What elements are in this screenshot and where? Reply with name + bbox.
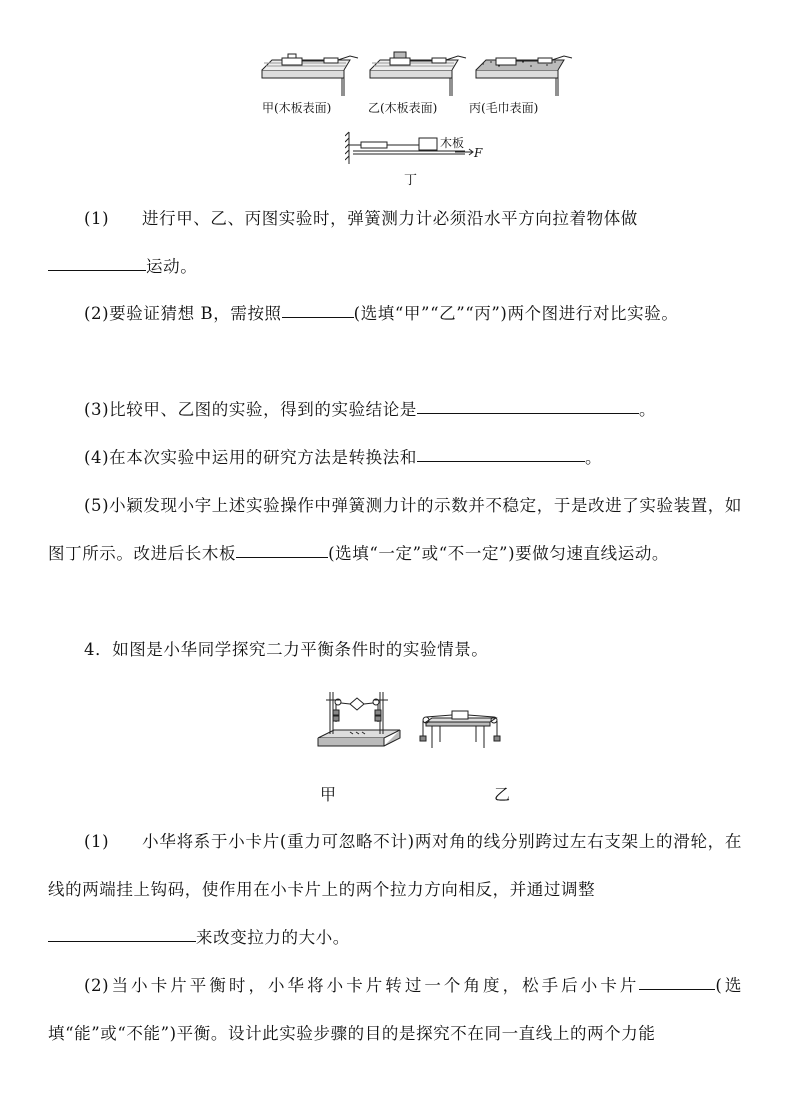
q3-part1 [48, 195, 742, 291]
label-jia: 甲 [320, 785, 337, 804]
q4-part1-tail: 来改变拉力的大小。 [196, 928, 350, 947]
q4-part1-number: (1) [84, 832, 110, 851]
q3-part4-text: (4)在本次实验中运用的研究方法是转换法和 [84, 448, 417, 467]
q3-part2-tail: (选填“甲”“乙”“丙”)两个图进行对比实验。 [353, 304, 679, 323]
q3-part5-text: (5)小颖发现小宇上述实验操作中弹簧测力计的示数并不稳定，于是改进了实验装置，如图丁所示。改进后长木板 [48, 496, 742, 563]
caption-jia: 甲(木板表面) [262, 101, 332, 115]
q4-part2-text: (2)当小卡片平衡时，小华将小卡片转过一个角度，松手后小卡片 [84, 976, 640, 995]
ding-caption: 丁 [404, 173, 418, 188]
q4-part2 [48, 962, 742, 1058]
q3-part5-blank[interactable] [236, 556, 328, 558]
q3-part1-number: (1) [84, 209, 110, 228]
q4-part1-blank[interactable] [48, 940, 196, 942]
q3-part1-blank[interactable] [48, 269, 146, 271]
q3-part2-blank[interactable] [282, 316, 354, 318]
ding-board-label: 木板 [440, 136, 465, 150]
q4-part2-blank[interactable] [639, 988, 715, 990]
setup-bing-illustration [476, 56, 572, 96]
q4-part1-text: 小华将系于小卡片(重力可忽略不计)两对角的线分别跨过左右支架上的滑轮，在线的两端挂上钩码，使作用在小卡片上的两个拉力方向相反，并通过调整 [48, 832, 742, 899]
q3-part4-blank[interactable] [417, 460, 585, 462]
q3-part3-tail: 。 [638, 400, 657, 419]
table-pulley-illustration [418, 708, 502, 756]
caption-bing: 丙(毛巾表面) [469, 101, 539, 115]
label-yi: 乙 [494, 785, 511, 804]
setup-yi-illustration [370, 52, 466, 96]
q4-stem: 4．如图是小华同学探究二力平衡条件时的实验情景。 [84, 640, 489, 659]
q3-part1-text: 进行甲、乙、丙图实验时，弹簧测力计必须沿水平方向拉着物体做 [142, 209, 638, 228]
card-balance-illustration [314, 686, 404, 756]
q3-part2 [48, 290, 742, 338]
q3-part4 [48, 434, 742, 482]
q3-part4-tail: 。 [584, 448, 603, 467]
q3-part1-tail: 运动。 [146, 257, 198, 276]
q3-part5-tail: (选填“一定”或“不一定”)要做匀速直线运动。 [328, 544, 670, 563]
caption-yi: 乙(木板表面) [368, 101, 438, 115]
q3-part3 [48, 386, 742, 434]
q3-part2-text: (2)要验证猜想 B，需按照 [84, 304, 282, 323]
q3-part3-text: (3)比较甲、乙图的实验，得到的实验结论是 [84, 400, 417, 419]
q4-part2-tail: (选填“能”或“不能”)平衡。设计此实验步骤的目的是探究不在同一直线上的两个力能 [48, 976, 743, 1043]
ding-force-label: F [474, 146, 483, 160]
q4-part1 [48, 818, 742, 962]
q3-part3-blank[interactable] [417, 412, 639, 414]
setup-jia-illustration [262, 54, 358, 96]
q3-part5 [48, 482, 742, 578]
